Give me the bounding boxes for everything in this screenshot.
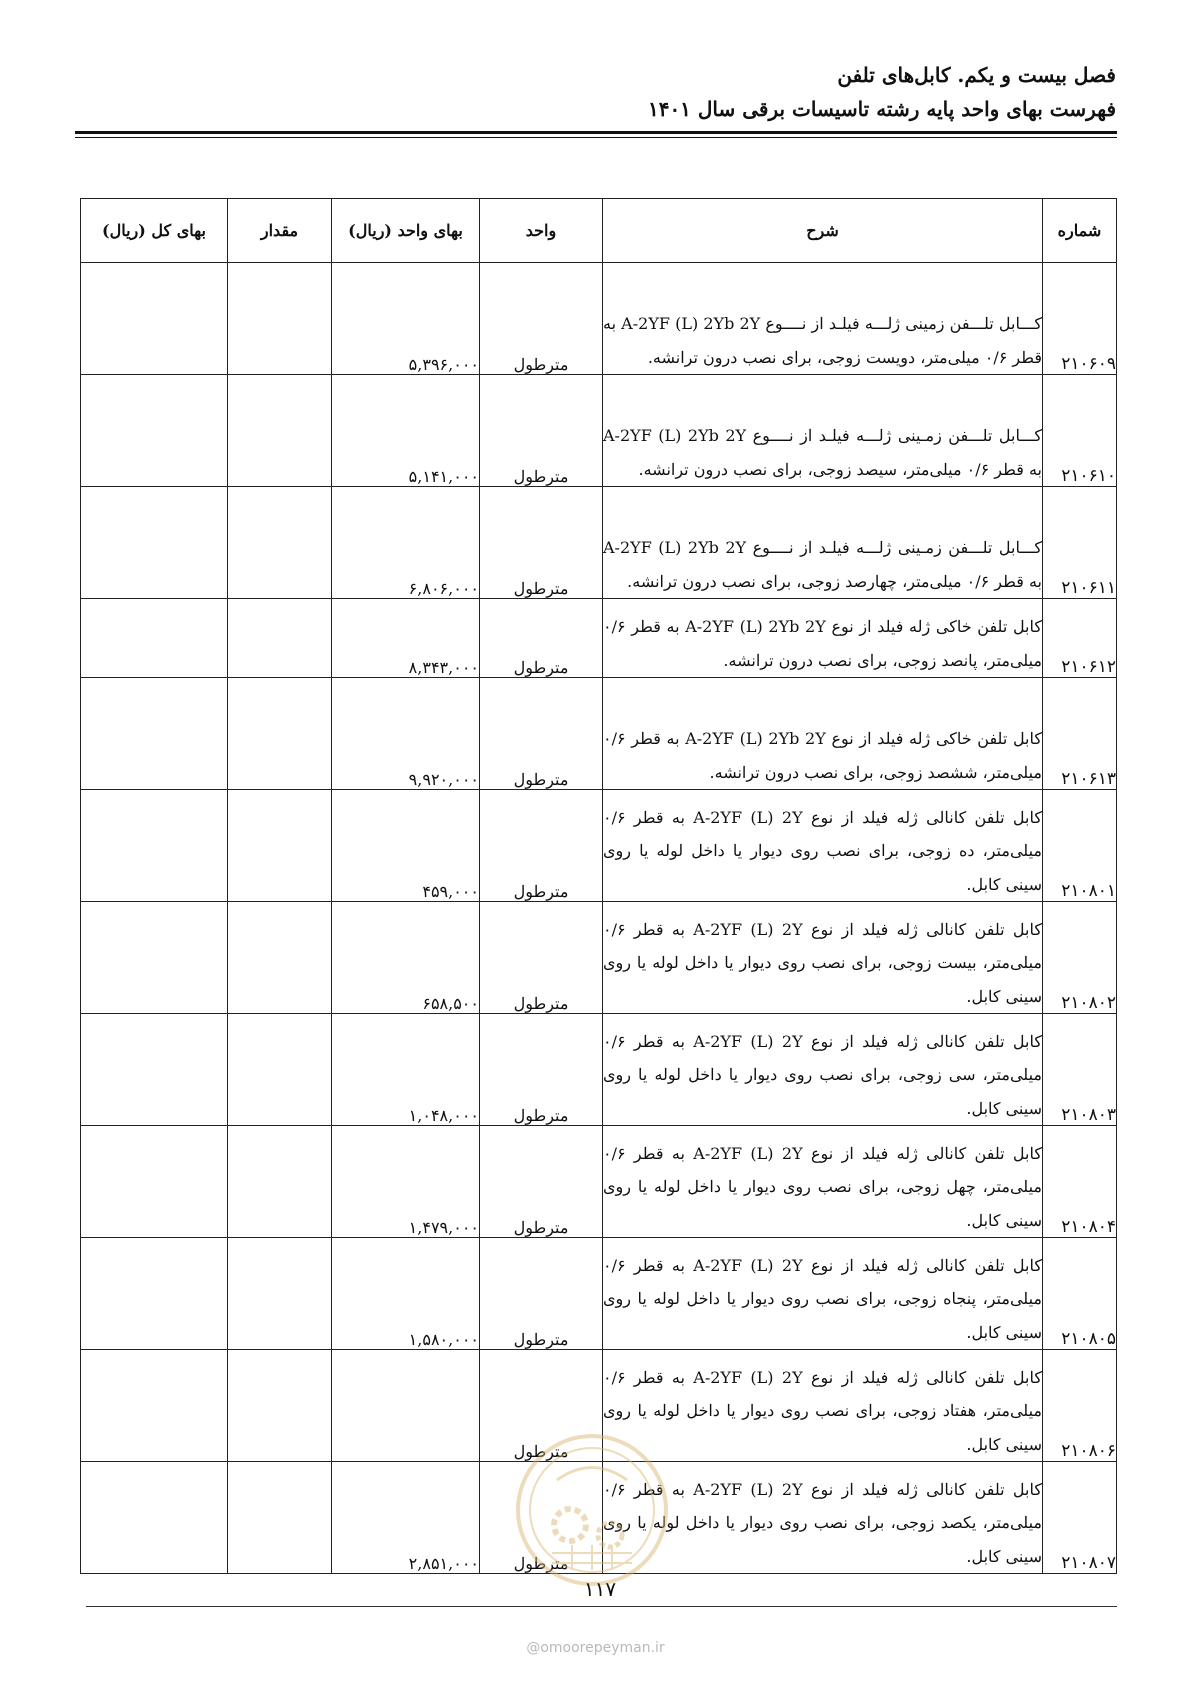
item-unit: مترطول	[480, 902, 603, 1014]
item-total-price[interactable]	[81, 487, 228, 599]
table-row	[81, 1238, 1117, 1350]
column-header-unit: واحد	[480, 199, 603, 263]
item-total-price[interactable]	[81, 902, 228, 1014]
item-unit: مترطول	[480, 375, 603, 487]
item-quantity[interactable]	[228, 1350, 332, 1462]
item-number: ۲۱۰۶۱۱	[1043, 487, 1117, 599]
item-description: کابل تلفن خاکی ژله فیلد از نوع A-2YF (L) 2Yb 2Y به قطر ۰/۶ میلی‌متر، پانصد زوجی، برای نصب درون ترانشه.	[603, 599, 1043, 678]
item-number: ۲۱۰۸۰۴	[1043, 1126, 1117, 1238]
table-row	[81, 375, 1117, 487]
column-header-unit-price: بهای واحد (ریال)	[332, 199, 480, 263]
item-unit: مترطول	[480, 1462, 603, 1574]
column-header-number: شماره	[1043, 199, 1117, 263]
item-number: ۲۱۰۸۰۱	[1043, 790, 1117, 902]
page-number: ۱۱۷	[583, 1577, 617, 1601]
item-quantity[interactable]	[228, 375, 332, 487]
item-unit-price: ۸,۳۴۳,۰۰۰	[332, 599, 480, 678]
item-unit: مترطول	[480, 599, 603, 678]
item-quantity[interactable]	[228, 263, 332, 375]
item-unit-price	[332, 1350, 480, 1462]
item-total-price[interactable]	[81, 1126, 228, 1238]
item-description: کابل تلفن خاکی ژله فیلد از نوع A-2YF (L) 2Yb 2Y به قطر ۰/۶ میلی‌متر، ششصد زوجی، برای نصب درون ترانشه.	[603, 678, 1043, 790]
item-description: کابل تلفن کانالی ژله فیلد از نوع A-2YF (L) 2Y به قطر ۰/۶ میلی‌متر، چهل زوجی، برای نصب روی دیوار یا داخل لوله یا روی سینی کابل.	[603, 1126, 1043, 1238]
item-unit-price: ۵,۳۹۶,۰۰۰	[332, 263, 480, 375]
item-description: کـــابل تلـــفن زمینی ژلـــه فیلـد از نــــوع A-2YF (L) 2Yb 2Y به قطر ۰/۶ میلی‌متر، دویست زوجی، برای نصب درون ترانشه.	[603, 263, 1043, 375]
item-unit-price: ۴۵۹,۰۰۰	[332, 790, 480, 902]
item-quantity[interactable]	[228, 790, 332, 902]
item-unit: مترطول	[480, 1126, 603, 1238]
price-table	[80, 198, 1117, 1574]
item-unit-price: ۱,۴۷۹,۰۰۰	[332, 1126, 480, 1238]
item-unit: مترطول	[480, 790, 603, 902]
item-quantity[interactable]	[228, 678, 332, 790]
column-header-description: شرح	[603, 199, 1043, 263]
item-description: کابل تلفن کانالی ژله فیلد از نوع A-2YF (L) 2Y به قطر ۰/۶ میلی‌متر، هفتاد زوجی، برای نصب روی دیوار یا داخل لوله یا روی سینی کابل.	[603, 1350, 1043, 1462]
column-header-quantity: مقدار	[228, 199, 332, 263]
item-unit-price: ۱,۰۴۸,۰۰۰	[332, 1014, 480, 1126]
item-number: ۲۱۰۶۱۲	[1043, 599, 1117, 678]
table-row	[81, 1350, 1117, 1462]
table-row	[81, 487, 1117, 599]
item-quantity[interactable]	[228, 487, 332, 599]
item-number: ۲۱۰۸۰۵	[1043, 1238, 1117, 1350]
item-quantity[interactable]	[228, 1014, 332, 1126]
header-rule-thick	[75, 131, 1117, 134]
item-unit-price: ۲,۸۵۱,۰۰۰	[332, 1462, 480, 1574]
table-row	[81, 1126, 1117, 1238]
item-unit: مترطول	[480, 1350, 603, 1462]
column-header-total-price: بهای کل (ریال)	[81, 199, 228, 263]
item-unit: مترطول	[480, 263, 603, 375]
item-total-price[interactable]	[81, 790, 228, 902]
item-number: ۲۱۰۶۱۳	[1043, 678, 1117, 790]
item-unit-price: ۶۵۸,۵۰۰	[332, 902, 480, 1014]
item-total-price[interactable]	[81, 375, 228, 487]
table-row	[81, 678, 1117, 790]
item-unit: مترطول	[480, 678, 603, 790]
table-row	[81, 902, 1117, 1014]
header-rule-thin	[75, 137, 1117, 138]
table-row	[81, 1014, 1117, 1126]
price-table-container	[81, 198, 1117, 1574]
table-row	[81, 599, 1117, 678]
item-total-price[interactable]	[81, 1462, 228, 1574]
item-unit-price: ۶,۸۰۶,۰۰۰	[332, 487, 480, 599]
item-description: کـــابل تلـــفن زمـینی ژلـــه فیلـد از نــــوع A-2YF (L) 2Yb 2Y به قطر ۰/۶ میلی‌متر، سیصد زوجی، برای نصب درون ترانشه.	[603, 375, 1043, 487]
item-quantity[interactable]	[228, 1126, 332, 1238]
item-number: ۲۱۰۶۰۹	[1043, 263, 1117, 375]
item-quantity[interactable]	[228, 1462, 332, 1574]
item-total-price[interactable]	[81, 263, 228, 375]
item-description: کابل تلفن کانالی ژله فیلد از نوع A-2YF (L) 2Y به قطر ۰/۶ میلی‌متر، بیست زوجی، برای نصب روی دیوار یا داخل لوله یا روی سینی کابل.	[603, 902, 1043, 1014]
item-unit: مترطول	[480, 1014, 603, 1126]
item-description: کابل تلفن کانالی ژله فیلد از نوع A-2YF (L) 2Y به قطر ۰/۶ میلی‌متر، سی زوجی، برای نصب روی دیوار یا داخل لوله یا روی سینی کابل.	[603, 1014, 1043, 1126]
item-unit-price: ۹,۹۲۰,۰۰۰	[332, 678, 480, 790]
chapter-title: فصل بیست و یکم. کابل‌های تلفن	[837, 63, 1116, 87]
item-number: ۲۱۰۸۰۷	[1043, 1462, 1117, 1574]
item-number: ۲۱۰۸۰۲	[1043, 902, 1117, 1014]
item-description: کابل تلفن کانالی ژله فیلد از نوع A-2YF (L) 2Y به قطر ۰/۶ میلی‌متر، ده زوجی، برای نصب روی دیوار یا داخل لوله یا روی سینی کابل.	[603, 790, 1043, 902]
page-header	[76, 58, 1116, 126]
item-quantity[interactable]	[228, 902, 332, 1014]
item-quantity[interactable]	[228, 1238, 332, 1350]
item-total-price[interactable]	[81, 1350, 228, 1462]
item-unit: مترطول	[480, 487, 603, 599]
item-number: ۲۱۰۶۱۰	[1043, 375, 1117, 487]
footer-rule	[86, 1606, 1117, 1607]
table-row	[81, 1462, 1117, 1574]
item-total-price[interactable]	[81, 1238, 228, 1350]
table-header-row	[81, 199, 1117, 263]
item-unit-price: ۱,۵۸۰,۰۰۰	[332, 1238, 480, 1350]
item-description: کابل تلفن کانالی ژله فیلد از نوع A-2YF (L) 2Y به قطر ۰/۶ میلی‌متر، پنجاه زوجی، برای نصب روی دیوار یا داخل لوله یا روی سینی کابل.	[603, 1238, 1043, 1350]
watermark-text: @omoorepeyman.ir	[526, 1640, 665, 1656]
item-total-price[interactable]	[81, 1014, 228, 1126]
item-description: کـــابل تلـــفن زمـینی ژلـــه فیلـد از نــــوع A-2YF (L) 2Yb 2Y به قطر ۰/۶ میلی‌متر، چهارصد زوجی، برای نصب درون ترانشه.	[603, 487, 1043, 599]
table-row	[81, 263, 1117, 375]
item-total-price[interactable]	[81, 678, 228, 790]
item-total-price[interactable]	[81, 599, 228, 678]
item-number: ۲۱۰۸۰۶	[1043, 1350, 1117, 1462]
item-quantity[interactable]	[228, 599, 332, 678]
item-description: کابل تلفن کانالی ژله فیلد از نوع A-2YF (L) 2Y به قطر ۰/۶ میلی‌متر، یکصد زوجی، برای نصب روی دیوار یا داخل لوله یا روی سینی کابل.	[603, 1462, 1043, 1574]
item-number: ۲۱۰۸۰۳	[1043, 1014, 1117, 1126]
document-title: فهرست بهای واحد پایه رشته تاسیسات برقی سال ۱۴۰۱	[647, 97, 1116, 121]
table-row	[81, 790, 1117, 902]
item-unit-price: ۵,۱۴۱,۰۰۰	[332, 375, 480, 487]
item-unit: مترطول	[480, 1238, 603, 1350]
